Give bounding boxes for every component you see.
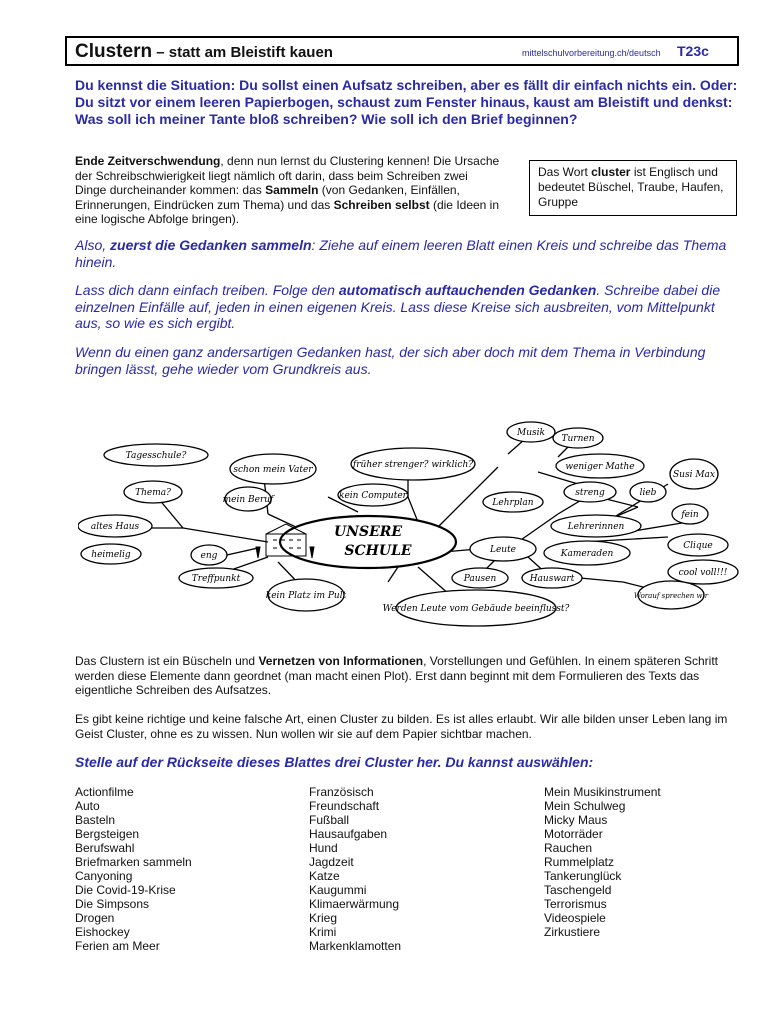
topic-item: Canyoning	[75, 869, 133, 883]
paragraph-clustering-explained	[75, 654, 745, 698]
label-treffpunkt: Treffpunkt	[191, 574, 241, 584]
label-kameraden: Kameraden	[560, 549, 614, 559]
label-schonmeinvater: schon mein Vater	[233, 465, 313, 475]
topic-item: Rauchen	[544, 841, 593, 855]
label-fein: fein	[681, 510, 699, 520]
label-thema: Thema?	[135, 488, 171, 498]
center-label-1: UNSERE	[333, 524, 403, 540]
label-susimax: Susi Max	[673, 470, 715, 480]
label-alteshaus: altes Haus	[90, 522, 140, 532]
label-streng: streng	[575, 488, 605, 498]
label-heimelig: heimelig	[91, 550, 131, 560]
label-lieb: lieb	[639, 488, 657, 498]
label-hauswart: Hauswart	[529, 574, 575, 584]
topic-item: Hund	[309, 841, 338, 855]
topic-item: Mein Musikinstrument	[544, 785, 661, 799]
instruction-1	[75, 237, 745, 270]
page-header	[65, 36, 739, 66]
worksheet-code: T23c	[677, 43, 709, 59]
topic-item: Terrorismus	[544, 897, 607, 911]
paragraph-clustering-intro	[75, 154, 500, 227]
topic-item: Klimaerwärmung	[309, 897, 400, 911]
instruction-3: Wenn du einen ganz andersartigen Gedanken hast, der sich aber doch mit dem Thema in Verbindung bringen lässt, gehe wieder vom Grundkreis aus.	[75, 344, 706, 377]
topic-column-1	[75, 785, 295, 953]
instr2-bold: automatisch auftauchenden Gedanken	[338, 282, 597, 298]
instruction-2	[75, 282, 745, 332]
instr2-text-1: Lass dich dann einfach treiben. Folge den	[75, 282, 339, 298]
definition-box	[529, 160, 737, 216]
topic-item: Tankerunglück	[544, 869, 622, 883]
topic-item: Fußball	[309, 813, 350, 827]
label-lehrerinnen: Lehrerinnen	[567, 522, 625, 532]
topic-column-2	[309, 785, 529, 953]
topic-item: Eishockey	[75, 925, 130, 939]
p1-bold-1: Ende Zeitverschwendung	[75, 154, 221, 168]
center-label-2: SCHULE	[344, 543, 412, 559]
topic-item: Briefmarken sammeln	[75, 855, 192, 869]
instr1-text-2: : Ziehe auf einem leeren Blatt einen Kreis und schreibe das Thema hinein.	[75, 237, 727, 270]
label-turnen: Turnen	[561, 434, 595, 444]
topic-item: Markenklamotten	[309, 939, 402, 953]
def-text-2: ist Englisch und bedeutet Büschel, Traube, Haufen, Gruppe	[538, 165, 724, 209]
p4-text-2: , Vorstellungen und Gefühlen. In einem späteren Schritt werden diese Elemente dann geordnet (man macht einen Plot). Erst dann beginnt mit dem Formulieren des Texts das eigentliche Schreiben des Aufsatzes.	[75, 654, 718, 697]
label-clique: Clique	[683, 541, 713, 551]
label-meinberuf: mein Beruf	[222, 495, 274, 505]
instr2-text-2: . Schreibe dabei die einzelnen Einfälle auf, jeden in einen eigenen Kreis. Lass diese Kreise sich ausbreiten, vom Mittelpunkt aus, so wie es sich ergibt.	[75, 282, 721, 331]
topic-item: Französisch	[309, 785, 374, 799]
p4-bold: Vernetzen von Informationen	[258, 654, 424, 668]
p1-bold-3: Schreiben selbst	[333, 197, 430, 212]
label-woraufsprechen: Worauf sprechen wir	[633, 592, 709, 600]
topic-item: Die Simpsons	[75, 897, 150, 911]
topic-item: Zirkustiere	[544, 925, 601, 939]
topic-item: Basteln	[75, 813, 116, 827]
label-frueher: früher strenger? wirklich?	[352, 460, 474, 470]
topic-item: Actionfilme	[75, 785, 134, 799]
topic-item: Ferien am Meer	[75, 939, 160, 953]
topic-item: Taschengeld	[544, 883, 612, 897]
topic-item: Motorräder	[544, 827, 603, 841]
p1-text-1: , denn nun lernst du Clustering kennen! Die Ursache der Schreibschwierigkeit liegt nämlich oft darin, dass beim Schreiben zwei Dinge durcheinander kommen: das	[75, 154, 500, 197]
def-bold: cluster	[591, 165, 631, 179]
topic-item: Auto	[75, 799, 100, 813]
topic-item: Rummelplatz	[544, 855, 615, 869]
source-url[interactable]: mittelschulvorbereitung.ch/deutsch	[522, 48, 661, 58]
p1-text-3: (die Ideen in eine logische Abfolge bringen).	[75, 197, 500, 226]
label-wenigermathe: weniger Mathe	[565, 462, 635, 472]
label-tagesschule: Tagesschule?	[125, 451, 187, 461]
topic-item: Bergsteigen	[75, 827, 140, 841]
topic-item: Berufswahl	[75, 841, 135, 855]
title-main: Clustern	[75, 41, 153, 62]
instr1-bold: zuerst die Gedanken sammeln	[110, 237, 312, 253]
topic-item: Hausaufgaben	[309, 827, 388, 841]
title-sub: – statt am Bleistift kauen	[152, 44, 333, 61]
intro-text: Du kennst die Situation: Du sollst einen Aufsatz schreiben, aber es fällt dir einfach nichts ein. Oder: Du sitzt vor einem leeren Papierbogen, schaust zum Fenster hinaus, kaust am Bleistift und denkst: Was soll ich meiner Tante bloß schreiben? Wie soll ich den Brief beginnen?	[75, 77, 738, 127]
label-leute: Leute	[489, 545, 517, 555]
topic-item: Mein Schulweg	[544, 799, 626, 813]
topic-item: Krimi	[309, 925, 337, 939]
def-text-1: Das Wort	[538, 165, 592, 179]
topic-column-3	[544, 785, 764, 939]
instr1-text-1: Also,	[75, 237, 111, 253]
p1-bold-2: Sammeln	[265, 183, 319, 197]
topic-item: Videospiele	[544, 911, 606, 925]
label-lehrplan: Lehrplan	[492, 498, 534, 508]
label-eng: eng	[200, 551, 218, 561]
topic-item: Kaugummi	[309, 883, 367, 897]
cluster-mindmap	[78, 412, 768, 640]
p1-text-2: (von Gedanken, Einfällen, Erinnerungen, Eindrücken zum Thema) und das	[75, 183, 460, 212]
label-musik: Musik	[517, 428, 545, 438]
paragraph-no-wrong-way: Es gibt keine richtige und keine falsche Art, einen Cluster zu bilden. Es ist alles erlaubt. Wir alle bilden unser Leben lang im Geist Cluster, ohne es zu wissen. Nun wollen wir sie auf dem Papier sichtbar machen.	[75, 712, 728, 741]
label-keinplatz: kein Platz im Pult	[265, 591, 347, 601]
topic-item: Katze	[309, 869, 340, 883]
task-instruction: Stelle auf der Rückseite dieses Blattes drei Cluster her. Du kannst auswählen:	[75, 754, 594, 770]
topic-item: Krieg	[309, 911, 338, 925]
topic-item: Freundschaft	[309, 799, 380, 813]
label-werdenleute: Werden Leute vom Gebäude beeinflusst?	[382, 604, 570, 614]
topic-item: Micky Maus	[544, 813, 608, 827]
label-pausen: Pausen	[463, 574, 497, 584]
label-coolvoll: cool voll!!!	[678, 568, 728, 578]
topic-item: Jagdzeit	[309, 855, 354, 869]
topic-item: Drogen	[75, 911, 115, 925]
page-title	[75, 41, 333, 63]
label-keincomputer: kein Computer	[339, 491, 407, 501]
p4-text-1: Das Clustern ist ein Büscheln und	[75, 654, 259, 668]
topic-item: Die Covid-19-Krise	[75, 883, 176, 897]
